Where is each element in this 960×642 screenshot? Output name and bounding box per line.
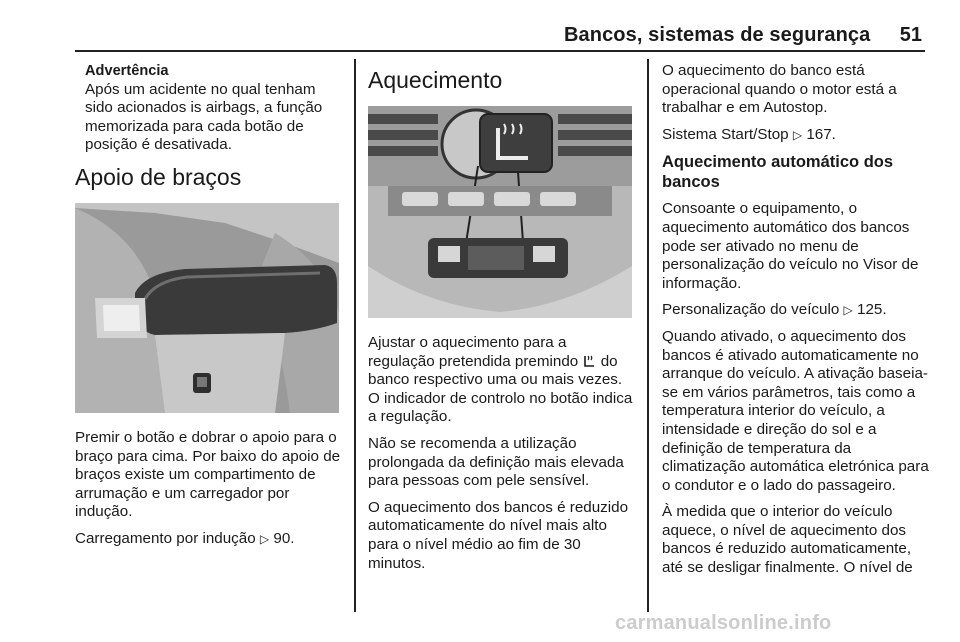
warning-box (85, 62, 343, 155)
personalization-reference: Personalização do veículo ▷ 125. (662, 301, 887, 319)
personalization-ref-page[interactable]: 125. (857, 301, 887, 319)
header-rule (75, 50, 925, 52)
auto-heating-paragraph-3: À medida que o interior do veículo aquece, o nível de aquecimento dos bancos é reduzido automaticamente, até se desligar finalmente. O nível de (662, 503, 913, 577)
section-title-heating: Aquecimento (368, 67, 503, 93)
page-ref-arrow-icon: ▷ (843, 303, 853, 318)
warning-text: Após um acidente no qual tenham sido acionados is airbags, a função memorizada para cada botão de posição é desativada. (85, 80, 323, 154)
induction-ref-page[interactable]: 90. (273, 529, 295, 547)
auto-heating-paragraph-1: Consoante o equipamento, o aquecimento automático dos bancos pode ser ativado no menu de personalização do veículo no Visor de informação. (662, 200, 919, 292)
subsection-title-auto-heating: Aquecimento automático dos bancos (662, 153, 894, 192)
seat-heat-icon (582, 354, 596, 368)
column-2 (368, 62, 635, 581)
heating-paragraph-2: Não se recomenda a utilização prolongada da definição mais elevada para pessoas com pele sensível. (368, 434, 624, 490)
warning-title: Advertência (85, 63, 169, 79)
armrest-photo-icon (75, 203, 339, 413)
induction-ref-text: Carregamento por indução (75, 529, 256, 547)
column-divider-1 (354, 59, 356, 612)
page-header-title: Bancos, sistemas de segurança (564, 24, 871, 46)
page-ref-arrow-icon: ▷ (259, 531, 270, 546)
column-3 (662, 62, 930, 586)
heating-paragraph-3: O aquecimento dos bancos é reduzido automaticamente do nível mais alto para o nível médio ao fim de 30 minutos. (368, 498, 629, 572)
page-number: 51 (899, 24, 922, 46)
column-1 (75, 62, 343, 557)
column-divider-2 (647, 59, 649, 612)
auto-heating-paragraph-2: Quando ativado, o aquecimento dos bancos é ativado automaticamente no arranque do veículo. A ativação baseia-se em vários parâmetros, tais como a temperatura interior do veículo, a intensidade e direção do sol e a definição de temperatura da climatização automática eletrónica para o condutor e o lado do passageiro. (662, 327, 929, 494)
startstop-reference: Sistema Start/Stop ▷ 167. (662, 125, 836, 143)
heating-operational-paragraph: O aquecimento do banco está operacional quando o motor está a trabalhar e em Autostop. (662, 62, 897, 117)
startstop-ref-page[interactable]: 167. (806, 125, 836, 143)
section-title-armrest: Apoio de braços (75, 163, 242, 190)
page-ref-arrow-icon: ▷ (792, 127, 803, 142)
watermark: carmanualsonline.info (615, 612, 832, 634)
seat-heating-photo-icon (368, 106, 632, 318)
armrest-paragraph: Premir o botão e dobrar o apoio para o braço para cima. Por baixo do apoio de braços existe um compartimento de arrumação e um carregador por indução. (75, 428, 341, 521)
heating-paragraph-1: Ajustar o aquecimento para a regulação pretendida premindo do banco respectivo uma ou mais vezes. O indicador de controlo no botão indica a regulação. (368, 334, 633, 426)
induction-reference (75, 530, 343, 549)
